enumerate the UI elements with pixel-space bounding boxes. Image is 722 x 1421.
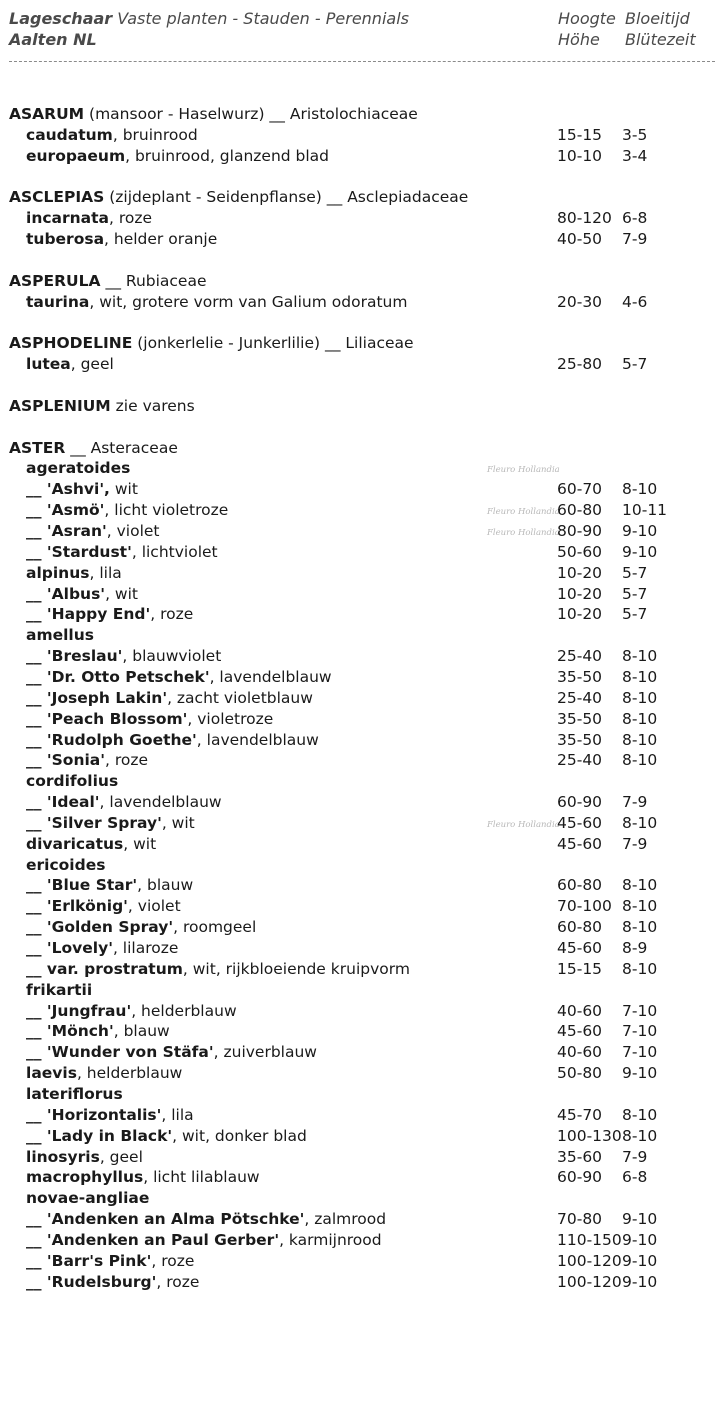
genus-row (0, 271, 722, 292)
height-value: 10-20 (557, 584, 603, 603)
plant-row (0, 500, 722, 521)
plant-description: , bruinrood, glanzend blad (125, 146, 330, 165)
bloom-time-value: 7-9 (622, 230, 648, 249)
fleuro-hollandia-logo (487, 524, 560, 538)
plant-row (0, 730, 722, 751)
plant-row (0, 875, 722, 896)
plant-name (26, 292, 407, 313)
plant-description: , karmijnrood (279, 1230, 382, 1249)
bloom-time-value: 9-10 (622, 1210, 658, 1229)
plant-description: , licht violetroze (104, 501, 229, 520)
height-value: 35-50 (557, 730, 603, 749)
plant-description: , lavendelblauw (196, 730, 319, 749)
bloom-time-value: 6-8 (622, 209, 648, 228)
plant-name (26, 229, 217, 250)
fleuro-hollandia-logo (487, 816, 560, 830)
height-value: 100-120 (557, 1251, 622, 1270)
plant-description: , roze (156, 1272, 200, 1291)
plant-name (26, 208, 152, 229)
svg-text:Fleuro Hollandia: Fleuro Hollandia (487, 507, 560, 518)
plant-name (26, 1126, 307, 1147)
bloom-time-value: 3-5 (622, 125, 648, 144)
plant-row (0, 146, 722, 167)
plant-description: , wit, grotere vorm van Galium odoratum (89, 292, 408, 311)
plant-name-bold: lateriflorus (26, 1084, 123, 1103)
plant-description: , wit (105, 584, 138, 603)
genus-row (0, 333, 722, 354)
plant-name-bold: ericoides (26, 855, 106, 874)
plant-row (0, 292, 722, 313)
plant-row (0, 1084, 722, 1105)
plant-name (26, 771, 118, 792)
height-value: 80-90 (557, 522, 603, 540)
plant-name (26, 1209, 386, 1230)
height-value: 15-15 (557, 959, 603, 978)
plant-name (26, 604, 193, 625)
plant-name-bold: __ var. prostratum (26, 959, 183, 978)
plant-name-bold: ASARUM (9, 105, 85, 123)
plant-name-bold: ASPLENIUM (9, 396, 111, 415)
bloom-time-value: 7-9 (622, 1147, 648, 1166)
plant-name-bold: __ 'Rudolph Goethe' (26, 730, 197, 749)
plant-row (0, 834, 722, 855)
height-value: 25-40 (557, 647, 603, 666)
plant-name-bold: __ 'Silver Spray' (26, 813, 162, 832)
plant-name (26, 542, 218, 563)
plant-row (0, 792, 722, 813)
column-header-height-nl: Hoogte (558, 9, 616, 28)
height-value: 45-60 (557, 813, 603, 832)
plant-row (0, 667, 722, 688)
bloom-time-value: 8-10 (622, 688, 658, 707)
plant-name-bold: incarnata (26, 209, 110, 228)
bloom-time-value: 8-10 (622, 959, 658, 978)
bloom-time-value: 9-10 (622, 1251, 658, 1270)
plant-name (9, 187, 468, 208)
plant-name (9, 271, 207, 292)
plant-name-bold: __ 'Peach Blossom' (26, 709, 188, 728)
plant-description: , lavendelblauw (209, 667, 332, 686)
bloom-time-value: 5-7 (622, 355, 648, 374)
bloom-time-value: 10-11 (622, 501, 668, 520)
plant-name-bold: __ 'Andenken an Alma Pötschke' (26, 1210, 305, 1229)
plant-name-bold: __ 'Dr. Otto Petschek' (26, 667, 210, 686)
plant-description: , wit (123, 834, 157, 853)
plant-name (26, 521, 160, 542)
plant-description: , roze (151, 1251, 195, 1270)
plant-name (26, 584, 138, 605)
plant-name (26, 959, 410, 980)
genus-row (0, 396, 722, 417)
height-value: 80-120 (557, 209, 612, 228)
plant-name-bold: __ 'Horizontalis' (26, 1105, 162, 1124)
plant-name (26, 146, 329, 167)
plant-name (26, 709, 273, 730)
plant-description: , violetroze (187, 709, 274, 728)
plant-name-bold: taurina (26, 292, 90, 311)
plant-description: , roze (105, 751, 149, 770)
genus-row (0, 438, 722, 459)
plant-row (0, 1230, 722, 1251)
height-value: 60-90 (557, 793, 603, 812)
bloom-time-value: 8-10 (622, 897, 658, 916)
plant-row (0, 458, 722, 479)
svg-text:Fleuro Hollandia: Fleuro Hollandia (487, 528, 560, 538)
plant-name-bold: ASTER (9, 438, 66, 457)
plant-name (26, 855, 105, 876)
plant-name (9, 438, 178, 459)
bloom-time-value: 8-10 (622, 918, 658, 937)
height-value: 60-80 (557, 876, 603, 895)
bloom-time-value: 7-10 (622, 1022, 658, 1041)
plant-name (26, 1042, 317, 1063)
bloom-time-value: 8-10 (622, 751, 658, 770)
plant-row (0, 1126, 722, 1147)
plant-row (0, 563, 722, 584)
bloom-time-value: 7-9 (622, 834, 648, 853)
plant-row (0, 625, 722, 646)
bloom-time-value: 9-10 (622, 542, 658, 561)
height-value: 50-60 (557, 542, 603, 561)
plant-name-bold: divaricatus (26, 834, 124, 853)
plant-name (26, 917, 256, 938)
bloom-time-value: 4-6 (622, 292, 648, 311)
bloom-time-value: 8-10 (622, 667, 658, 686)
plant-name-bold: europaeum (26, 146, 126, 165)
plant-name (26, 875, 193, 896)
height-value: 10-20 (557, 605, 603, 624)
genus-row (0, 104, 722, 125)
plant-description: , lila (89, 563, 122, 582)
plant-name-bold: cordifolius (26, 772, 119, 791)
plant-name (26, 354, 114, 375)
plant-name (9, 396, 195, 417)
plant-row (0, 917, 722, 938)
plant-name (26, 1188, 149, 1209)
bloom-time-value: 5-7 (622, 605, 648, 624)
plant-description: , helderblauw (76, 1064, 183, 1083)
genus-row (0, 187, 722, 208)
plant-description: , roze (150, 605, 194, 624)
bloom-time-value: 8-10 (622, 730, 658, 749)
plant-name (26, 750, 148, 771)
plant-row (0, 521, 722, 542)
plant-name-bold: __ 'Asran' (26, 522, 107, 540)
plant-name-bold: amellus (26, 626, 95, 645)
plant-name-bold: __ 'Asmö' (26, 501, 105, 520)
plant-name-bold: __ 'Breslau' (26, 647, 123, 666)
plant-row (0, 980, 722, 1001)
plant-description: , bruinrood (112, 125, 198, 144)
plant-description: , zuiverblauw (213, 1043, 317, 1062)
plant-description: (mansoor - Haselwurz) __ Aristolochiaceae (84, 105, 418, 123)
svg-text:Fleuro Hollandia: Fleuro Hollandia (487, 465, 560, 476)
height-value: 60-80 (557, 918, 603, 937)
plant-row (0, 125, 722, 146)
bloom-time-value: 8-10 (622, 813, 658, 832)
plant-name-bold: linosyris (26, 1147, 100, 1166)
bloom-time-value: 9-10 (622, 1064, 658, 1083)
height-value: 60-80 (557, 501, 603, 520)
plant-row (0, 208, 722, 229)
plant-description: , violet (127, 897, 181, 916)
bloom-time-value: 3-4 (622, 146, 648, 165)
plant-name (26, 792, 222, 813)
plant-name-bold: novae-angliae (26, 1189, 150, 1208)
plant-name (26, 1084, 123, 1105)
height-value: 70-100 (557, 897, 612, 916)
plant-name (26, 1105, 194, 1126)
plant-row (0, 896, 722, 917)
plant-name (26, 813, 195, 834)
plant-row (0, 1167, 722, 1188)
plant-description: __ Asteraceae (65, 438, 178, 457)
plant-name-bold: ASCLEPIAS (9, 188, 105, 207)
height-value: 20-30 (557, 292, 603, 311)
height-value: 15-15 (557, 125, 603, 144)
plant-name-bold: frikartii (26, 980, 93, 999)
plant-name-bold: ASPHODELINE (9, 334, 133, 353)
plant-name-bold: laevis (26, 1064, 77, 1083)
bloom-time-value: 9-10 (622, 522, 658, 540)
height-value: 35-50 (557, 667, 603, 686)
height-value: 45-60 (557, 834, 603, 853)
plant-name-bold: __ 'Mönch' (26, 1022, 114, 1041)
bloom-time-value: 8-10 (622, 1105, 658, 1124)
plant-description: , blauw (137, 876, 194, 895)
bloom-time-value: 9-10 (622, 1230, 658, 1249)
plant-description: __ Rubiaceae (100, 271, 207, 290)
plant-description: , roze (109, 209, 153, 228)
plant-name (26, 834, 156, 855)
plant-description: zie varens (110, 396, 195, 415)
bloom-time-value: 8-10 (622, 647, 658, 666)
plant-name (26, 1251, 194, 1272)
plant-row (0, 1063, 722, 1084)
plant-name-bold: ageratoides (26, 459, 131, 478)
plant-name-bold: tuberosa (26, 230, 105, 249)
bloom-time-value: 7-10 (622, 1001, 658, 1020)
plant-name (26, 938, 178, 959)
bloom-time-value: 7-9 (622, 793, 648, 812)
plant-name-bold: __ 'Happy End' (26, 605, 151, 624)
plant-row (0, 646, 722, 667)
plant-description: (jonkerlelie - Junkerlilie) __ Liliaceae (132, 334, 414, 353)
plant-row (0, 479, 722, 500)
plant-name-bold: caudatum (26, 125, 113, 144)
plant-row (0, 959, 722, 980)
plant-description: , geel (70, 355, 114, 374)
plant-name (26, 896, 181, 917)
plant-name (26, 1167, 260, 1188)
plant-row (0, 938, 722, 959)
height-value: 40-60 (557, 1043, 603, 1062)
height-value: 40-50 (557, 230, 603, 249)
plant-name-bold: __ 'Lovely' (26, 939, 113, 957)
plant-row (0, 1209, 722, 1230)
fleuro-hollandia-logo (487, 503, 560, 518)
bloom-time-value: 8-10 (622, 876, 658, 895)
plant-description: , blauw (113, 1022, 170, 1041)
bloom-time-value: 8-10 (622, 1126, 658, 1145)
bloom-time-value: 8-10 (622, 480, 658, 499)
plant-name-bold: __ 'Blue Star' (26, 876, 138, 895)
bloom-time-value: 8-9 (622, 939, 648, 957)
bloom-time-value: 9-10 (622, 1272, 658, 1291)
plant-row (0, 229, 722, 250)
plant-row (0, 813, 722, 834)
plant-description: , wit, donker blad (172, 1126, 307, 1145)
plant-description: , lichtviolet (131, 542, 218, 561)
plant-name-bold: __ 'Albus' (26, 584, 106, 603)
plant-row (0, 771, 722, 792)
plant-name-bold: __ 'Wunder von Stäfa' (26, 1043, 214, 1062)
plant-description: , lila (161, 1105, 194, 1124)
height-value: 10-10 (557, 146, 603, 165)
bloom-time-value: 5-7 (622, 584, 648, 603)
plant-row (0, 1021, 722, 1042)
plant-name (26, 688, 313, 709)
plant-row (0, 584, 722, 605)
plant-row (0, 1001, 722, 1022)
nursery-name: Lageschaar (9, 9, 113, 28)
height-value: 35-60 (557, 1147, 603, 1166)
height-value: 60-70 (557, 480, 603, 499)
plant-name (26, 646, 221, 667)
plant-name-bold: __ 'Erlkönig' (26, 897, 128, 916)
plant-name (9, 104, 418, 125)
plant-description: , blauwviolet (122, 647, 222, 666)
height-value: 25-80 (557, 355, 603, 374)
plant-name (26, 1063, 182, 1084)
plant-name-bold: __ 'Sonia' (26, 751, 106, 770)
plant-name (26, 1147, 143, 1168)
plant-name (26, 730, 319, 751)
height-value: 25-40 (557, 751, 603, 770)
bloom-time-value: 7-10 (622, 1043, 658, 1062)
bloom-time-value: 5-7 (622, 563, 648, 582)
plant-name-bold: __ 'Stardust' (26, 542, 132, 561)
plant-name-bold: lutea (26, 355, 71, 374)
plant-name-bold: alpinus (26, 563, 90, 582)
plant-name-bold: __ 'Jungfrau' (26, 1001, 132, 1020)
plant-row (0, 604, 722, 625)
height-value: 40-60 (557, 1001, 603, 1020)
height-value: 100-120 (557, 1272, 622, 1291)
column-header-bloom-de: Blütezeit (625, 30, 696, 49)
height-value: 50-80 (557, 1064, 603, 1083)
plant-row (0, 1105, 722, 1126)
plant-row (0, 1147, 722, 1168)
plant-name (26, 1230, 382, 1251)
plant-name (26, 500, 228, 521)
bloom-time-value: 8-10 (622, 709, 658, 728)
plant-name (26, 1001, 237, 1022)
header-location: Aalten NL (9, 30, 97, 49)
height-value: 25-40 (557, 688, 603, 707)
plant-description: , wit (161, 813, 195, 832)
plant-name (26, 479, 138, 500)
plant-description: (zijdeplant - Seidenpflanse) __ Asclepiadaceae (104, 188, 469, 207)
plant-description: , helderblauw (131, 1001, 237, 1020)
plant-name (26, 625, 94, 646)
plant-description: , zacht violetblauw (167, 688, 313, 707)
plant-name-bold: __ 'Barr's Pink' (26, 1251, 152, 1270)
plant-name-bold: __ 'Ashvi', (26, 480, 110, 499)
plant-row (0, 1042, 722, 1063)
height-value: 70-80 (557, 1210, 603, 1229)
plant-row (0, 354, 722, 375)
plant-description: , violet (106, 522, 160, 540)
plant-name-bold: __ 'Andenken an Paul Gerber' (26, 1230, 280, 1249)
plant-name (26, 667, 332, 688)
height-value: 60-90 (557, 1168, 603, 1187)
plant-name-bold: ASPERULA (9, 271, 101, 290)
plant-row (0, 709, 722, 730)
height-value: 10-20 (557, 563, 603, 582)
plant-name (26, 980, 92, 1001)
plant-description: , roomgeel (173, 918, 257, 937)
height-value: 35-50 (557, 709, 603, 728)
plant-name-bold: __ 'Golden Spray' (26, 918, 174, 937)
plant-description: , geel (99, 1147, 143, 1166)
plant-row (0, 542, 722, 563)
plant-row (0, 688, 722, 709)
plant-name (26, 1272, 199, 1293)
plant-description: , helder oranje (104, 230, 218, 249)
plant-description: , lavendelblauw (99, 793, 222, 812)
fleuro-hollandia-logo (487, 461, 560, 476)
plant-name-bold: __ 'Joseph Lakin' (26, 688, 168, 707)
plant-name-bold: __ 'Ideal' (26, 793, 100, 812)
plant-name-bold: macrophyllus (26, 1168, 144, 1187)
plant-name (26, 125, 198, 146)
height-value: 45-60 (557, 939, 603, 957)
height-value: 100-130 (557, 1126, 622, 1145)
plant-row (0, 855, 722, 876)
plant-name (26, 458, 130, 479)
plant-name (26, 1021, 170, 1042)
plant-row (0, 1188, 722, 1209)
plant-row (0, 1272, 722, 1293)
plant-description: , lilaroze (112, 939, 179, 957)
bloom-time-value: 6-8 (622, 1168, 648, 1187)
plant-name (9, 333, 414, 354)
plant-description: wit (109, 480, 138, 499)
height-value: 45-70 (557, 1105, 603, 1124)
column-header-bloom-nl: Bloeitijd (625, 9, 690, 28)
plant-name-bold: __ 'Rudelsburg' (26, 1272, 157, 1291)
plant-row (0, 750, 722, 771)
plant-description: , wit, rijkbloeiende kruipvorm (182, 959, 410, 978)
plant-description: , zalmrood (304, 1210, 387, 1229)
column-header-height-de: Höhe (558, 30, 600, 49)
plant-row (0, 1251, 722, 1272)
svg-text:Fleuro Hollandia: Fleuro Hollandia (487, 819, 560, 830)
catalog-subtitle: Vaste planten - Stauden - Perennials (112, 9, 409, 28)
plant-description: , licht lilablauw (143, 1168, 260, 1187)
height-value: 110-150 (557, 1230, 622, 1249)
height-value: 45-60 (557, 1022, 603, 1041)
plant-name (26, 563, 122, 584)
plant-name-bold: __ 'Lady in Black' (26, 1126, 173, 1145)
